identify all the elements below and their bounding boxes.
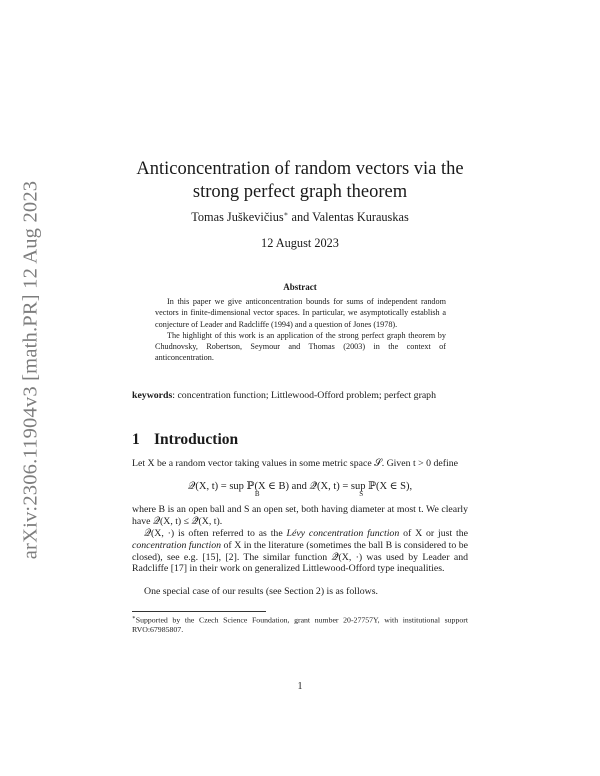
intro-paragraph-3 xyxy=(132,528,468,575)
footnote-text: Supported by the Czech Science Foundation, grant number 20-27757Y, with institutional support RVO:67985807. xyxy=(132,615,468,635)
author-2: and Valentas Kurauskas xyxy=(291,210,409,225)
intro-paragraph-1 xyxy=(132,458,468,470)
equation-sub-s: S xyxy=(359,490,364,498)
abstract-paragraph-2: The highlight of this work is an application of the strong perfect graph theorem by Chudnovsky, Robertson, Seymour and Thomas (2003) in the context of anticoncentration. xyxy=(155,330,446,363)
intro-paragraph-2 xyxy=(132,504,468,528)
footnote xyxy=(132,614,468,635)
concentration-term: concentration function xyxy=(132,539,222,551)
paper-title xyxy=(132,158,468,204)
page-number: 1 xyxy=(297,681,303,692)
abstract-heading: Abstract xyxy=(283,282,317,292)
author-list xyxy=(132,210,468,225)
ball-paragraph: where B is an open ball and S an open set, both having diameter at most t. We clearly have 𝒬(X, t) ≤ 𝒬̃(X, t). xyxy=(132,504,468,527)
author-footnote-mark: ∗ xyxy=(283,210,289,218)
section-heading-introduction xyxy=(132,431,238,449)
equation-subscripts xyxy=(132,491,468,498)
abstract-paragraph-1: In this paper we give anticoncentration bounds for sums of independent random vectors in finite-dimensional vector spaces. In particular, we asymptotically establish a conjecture of Leader and Radcliffe (1994) and a question of Jones (1978). xyxy=(155,297,446,329)
intro-paragraph-4 xyxy=(132,586,468,598)
levy-text-c: of X in the literature (sometimes the ball B is considered to be closed), see e.g. [15], [2]. The similar function 𝒬̃(X, ·) was used by Leader and Radcliffe [17] in their work on generalized Littlewood-Offord type inequalities. xyxy=(132,539,468,575)
arxiv-identifier-stamp xyxy=(16,175,46,565)
keywords-text: : concentration function; Littlewood-Offord problem; perfect graph xyxy=(172,390,436,401)
levy-text-b: of X or just the xyxy=(399,528,468,539)
arxiv-stamp-text: arXiv:2306.11904v3 [math.PR] 12 Aug 2023 xyxy=(19,180,42,560)
footnote-mark: ∗ xyxy=(132,615,136,621)
levy-text-a: 𝒬(X, ·) is often referred to as the xyxy=(144,528,287,539)
special-case-paragraph: One special case of our results (see Section 2) is as follows. xyxy=(144,586,378,597)
publication-date: 12 August 2023 xyxy=(261,236,339,250)
intro-line: Let X be a random vector taking values in some metric space 𝒮. Given t > 0 define xyxy=(132,458,458,469)
keywords-line xyxy=(132,390,472,401)
section-number: 1 xyxy=(132,431,140,448)
keywords-label: keywords xyxy=(132,390,173,401)
abstract-body xyxy=(155,296,446,364)
levy-term: Lévy concentration function xyxy=(286,528,400,539)
levy-paragraph xyxy=(132,528,468,575)
title-line-1: Anticoncentration of random vectors via the xyxy=(136,159,464,179)
equation-sub-b: B xyxy=(254,490,260,498)
footnote-rule xyxy=(132,611,266,612)
equation-text: 𝒬(X, t) = sup ℙ(X ∈ B) and 𝒬̃(X, t) = sup ℙ(X ∈ S), xyxy=(187,481,413,492)
section-title: Introduction xyxy=(154,431,239,448)
definition-equation xyxy=(132,480,468,498)
author-1: Tomas Juškevičius xyxy=(191,210,284,225)
title-line-2: strong perfect graph theorem xyxy=(192,182,408,202)
